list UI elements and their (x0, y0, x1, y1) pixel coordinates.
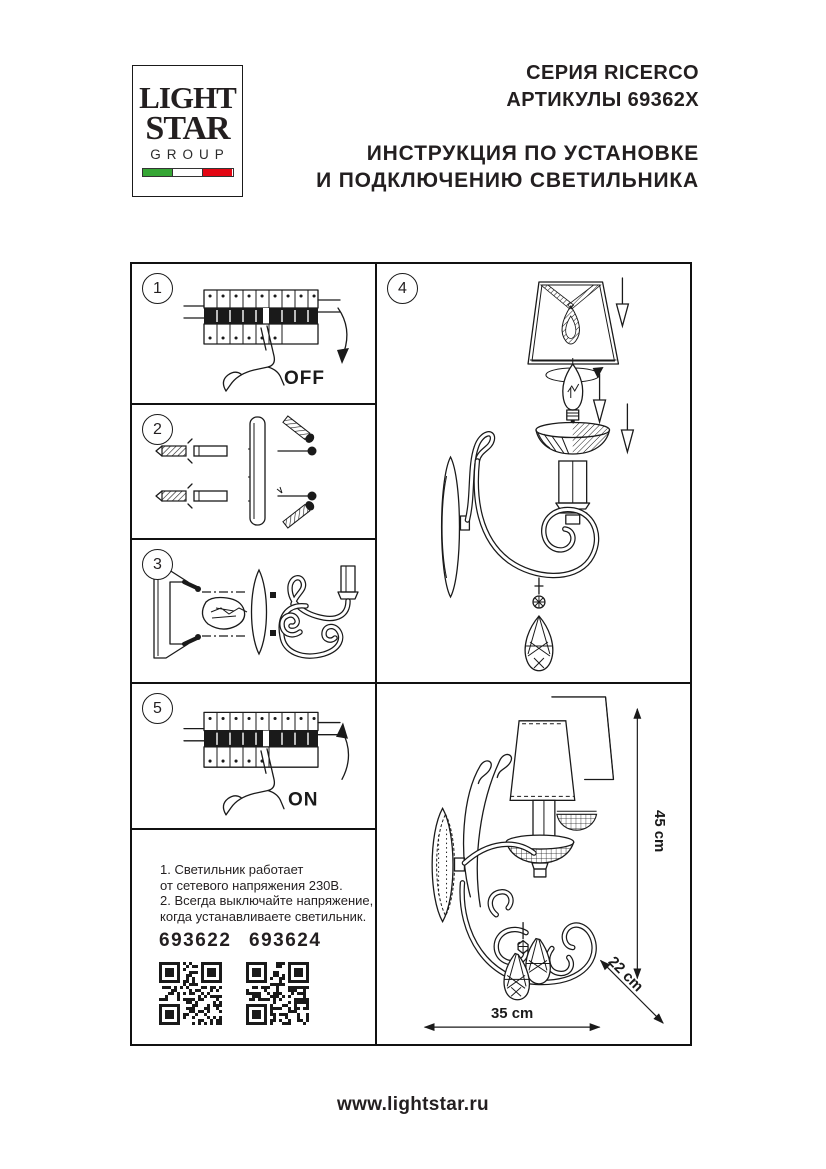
assembled-sconce-drawing (377, 684, 690, 1044)
article-code-2: 693624 (249, 930, 322, 951)
articles-label: АРТИКУЛЫ 69362X (506, 88, 699, 111)
flag-white-segment (173, 169, 203, 176)
anchor-row-1 (156, 415, 317, 463)
step-2-number: 2 (142, 414, 173, 445)
anchor-row-2 (156, 484, 317, 529)
notes-panel (132, 828, 375, 1044)
steps-left-column (132, 264, 377, 1044)
off-label: OFF (284, 368, 325, 389)
qr-code-1 (159, 962, 222, 1025)
logo-word-star: STAR (145, 109, 230, 147)
flag-green-segment (143, 169, 173, 176)
final-view-panel (377, 684, 690, 1044)
article-code-1: 693622 (159, 930, 232, 951)
logo-word-group: GROUP (150, 146, 230, 162)
step-3-number: 3 (142, 549, 173, 580)
step-4-panel (377, 264, 690, 684)
qr-code-2 (246, 962, 309, 1025)
logo-word-light: LIGHT (139, 80, 236, 115)
series-label: СЕРИЯ RICERCO (526, 62, 699, 84)
on-label: ON (288, 789, 319, 811)
step-1-panel (132, 264, 375, 405)
article-codes (159, 930, 322, 952)
note-line-4: когда устанавливаете светильник. (160, 908, 367, 924)
header-text (316, 60, 699, 195)
italian-flag-bar (142, 168, 234, 177)
steps-right-column (377, 264, 690, 1044)
qr-codes (159, 962, 309, 1025)
step-3-panel (132, 540, 375, 684)
title-line-2: И ПОДКЛЮЧЕНИЮ СВЕТИЛЬНИКА (316, 169, 699, 193)
note-line-1: 1. Светильник работает (160, 862, 304, 877)
website-url: www.lightstar.ru (337, 1094, 489, 1115)
lightstar-logo (132, 65, 243, 197)
depth-dimension-label: 22 cm (604, 953, 646, 996)
step-2-panel (132, 405, 375, 540)
step-5-panel (132, 684, 375, 828)
title-line-1: ИНСТРУКЦИЯ ПО УСТАНОВКЕ (366, 142, 699, 166)
note-line-2: от сетевого напряжения 230В. (160, 877, 343, 893)
step-1-number: 1 (142, 273, 173, 304)
exploded-assembly-drawing (377, 264, 690, 682)
height-dimension-label: 45 cm (651, 810, 668, 853)
instruction-title (316, 140, 699, 195)
steps-grid (130, 262, 692, 1046)
step-5-number: 5 (142, 693, 173, 724)
safety-notes (160, 862, 373, 924)
flag-red-segment (203, 169, 232, 176)
step-4-number: 4 (387, 273, 418, 304)
note-line-3: 2. Всегда выключайте напряжение, (160, 893, 374, 908)
width-dimension-label: 35 cm (491, 1006, 534, 1023)
